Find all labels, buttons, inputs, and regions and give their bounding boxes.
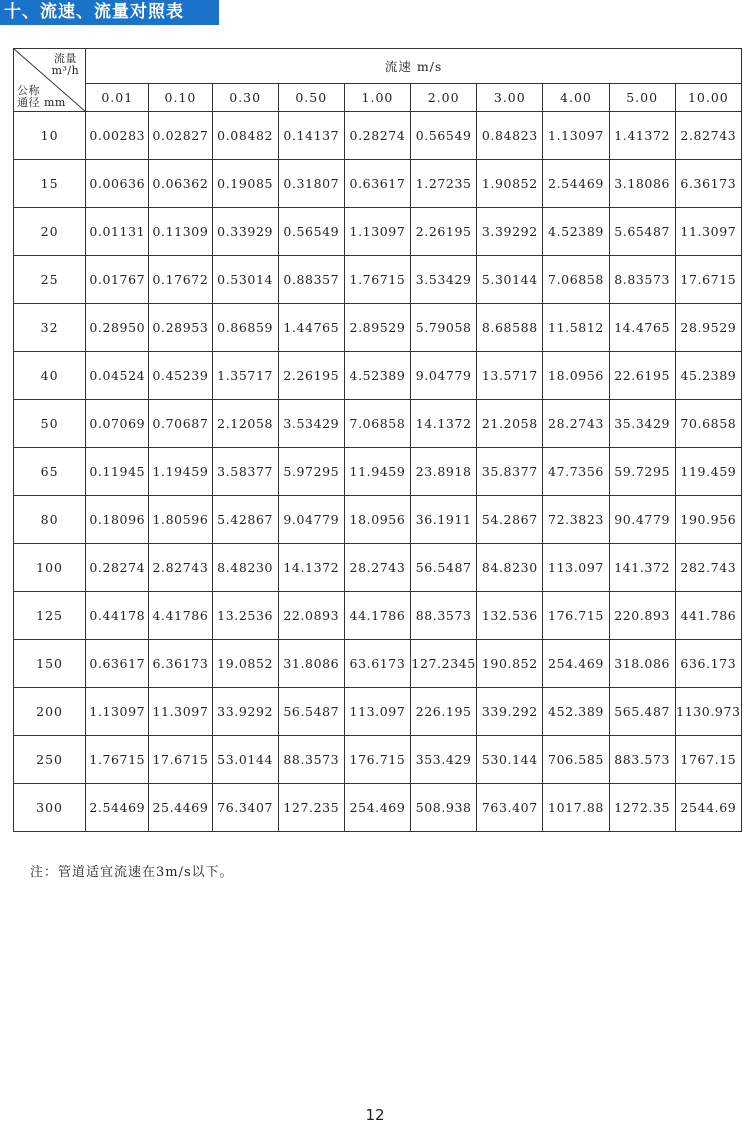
flow-rate-cell: 22.0893 xyxy=(278,592,344,640)
nominal-diameter-label: 公称 通径 mm xyxy=(17,84,66,109)
flow-rate-cell: 883.573 xyxy=(609,736,675,784)
table-row xyxy=(14,208,742,256)
flow-rate-cell: 1.90852 xyxy=(477,160,543,208)
flow-rate-cell: 2.82743 xyxy=(675,112,741,160)
flow-rate-cell: 0.44178 xyxy=(86,592,149,640)
flow-rate-cell: 88.3573 xyxy=(278,736,344,784)
flow-rate-cell: 0.28274 xyxy=(86,544,149,592)
flow-rate-cell: 254.469 xyxy=(543,640,609,688)
flow-rate-cell: 3.39292 xyxy=(477,208,543,256)
flow-rate-cell: 22.6195 xyxy=(609,352,675,400)
flow-rate-cell: 56.5487 xyxy=(411,544,477,592)
velocity-header-cell: 4.00 xyxy=(543,84,609,112)
table-row xyxy=(14,112,742,160)
flow-rate-cell: 353.429 xyxy=(411,736,477,784)
flow-rate-cell: 190.956 xyxy=(675,496,741,544)
velocity-header-cell: 2.00 xyxy=(411,84,477,112)
flow-rate-cell: 11.3097 xyxy=(675,208,741,256)
table-body xyxy=(14,112,742,832)
flow-rate-cell: 176.715 xyxy=(344,736,410,784)
flow-rate-cell: 2.54469 xyxy=(543,160,609,208)
flow-rate-cell: 113.097 xyxy=(543,544,609,592)
flow-rate-cell: 18.0956 xyxy=(543,352,609,400)
flow-rate-cell: 190.852 xyxy=(477,640,543,688)
flow-rate-cell: 54.2867 xyxy=(477,496,543,544)
flow-rate-cell: 2.82743 xyxy=(149,544,212,592)
flow-rate-cell: 84.8230 xyxy=(477,544,543,592)
flow-rate-cell: 0.56549 xyxy=(278,208,344,256)
flow-rate-cell: 0.70687 xyxy=(149,400,212,448)
table-row xyxy=(14,784,742,832)
flow-rate-cell: 88.3573 xyxy=(411,592,477,640)
flow-rate-cell: 0.02827 xyxy=(149,112,212,160)
nominal-diameter-cell: 32 xyxy=(14,304,86,352)
flow-rate-cell: 0.06362 xyxy=(149,160,212,208)
flow-rate-cell: 1.76715 xyxy=(86,736,149,784)
flow-rate-cell: 3.53429 xyxy=(411,256,477,304)
flow-rate-cell: 0.01131 xyxy=(86,208,149,256)
table-row xyxy=(14,544,742,592)
flow-rate-cell: 0.04524 xyxy=(86,352,149,400)
flow-rate-cell: 90.4779 xyxy=(609,496,675,544)
flow-rate-cell: 119.459 xyxy=(675,448,741,496)
flow-rate-cell: 1017.88 xyxy=(543,784,609,832)
footnote: 注：管道适宜流速在3m/s以下。 xyxy=(30,865,234,880)
nominal-diameter-cell: 25 xyxy=(14,256,86,304)
flow-rate-cell: 72.3823 xyxy=(543,496,609,544)
flow-rate-cell: 0.18096 xyxy=(86,496,149,544)
flow-rate-cell: 25.4469 xyxy=(149,784,212,832)
flow-rate-cell: 9.04779 xyxy=(411,352,477,400)
nominal-diameter-cell: 10 xyxy=(14,112,86,160)
flow-velocity-table xyxy=(13,48,742,832)
table-row xyxy=(14,304,742,352)
flow-rate-cell: 5.97295 xyxy=(278,448,344,496)
velocity-header-cell: 0.50 xyxy=(278,84,344,112)
flow-rate-cell: 1.13097 xyxy=(344,208,410,256)
flow-rate-cell: 565.487 xyxy=(609,688,675,736)
flow-rate-cell: 530.144 xyxy=(477,736,543,784)
flow-rate-cell: 1.44765 xyxy=(278,304,344,352)
velocity-header-cell: 1.00 xyxy=(344,84,410,112)
flow-rate-cell: 2.89529 xyxy=(344,304,410,352)
flow-rate-cell: 2.54469 xyxy=(86,784,149,832)
flow-rate-cell: 0.11945 xyxy=(86,448,149,496)
flow-rate-cell: 14.1372 xyxy=(411,400,477,448)
nominal-diameter-cell: 100 xyxy=(14,544,86,592)
flow-rate-cell: 4.41786 xyxy=(149,592,212,640)
flow-rate-cell: 0.56549 xyxy=(411,112,477,160)
flow-rate-cell: 23.8918 xyxy=(411,448,477,496)
flow-rate-cell: 113.097 xyxy=(344,688,410,736)
flow-rate-cell: 5.79058 xyxy=(411,304,477,352)
flow-rate-cell: 0.45239 xyxy=(149,352,212,400)
flow-rate-cell: 3.53429 xyxy=(278,400,344,448)
flow-rate-cell: 63.6173 xyxy=(344,640,410,688)
flow-rate-cell: 0.63617 xyxy=(86,640,149,688)
nominal-diameter-cell: 150 xyxy=(14,640,86,688)
flow-rate-cell: 0.86859 xyxy=(212,304,278,352)
flow-rate-cell: 0.00636 xyxy=(86,160,149,208)
flow-rate-cell: 1272.35 xyxy=(609,784,675,832)
flow-rate-cell: 1.27235 xyxy=(411,160,477,208)
flow-rate-cell: 0.53014 xyxy=(212,256,278,304)
flow-rate-cell: 0.07069 xyxy=(86,400,149,448)
flow-rate-cell: 5.65487 xyxy=(609,208,675,256)
flow-rate-cell: 6.36173 xyxy=(675,160,741,208)
flow-rate-cell: 0.08482 xyxy=(212,112,278,160)
flow-rate-cell: 0.17672 xyxy=(149,256,212,304)
flow-rate-cell: 1130.973 xyxy=(675,688,741,736)
flow-rate-cell: 11.3097 xyxy=(149,688,212,736)
flow-rate-cell: 8.48230 xyxy=(212,544,278,592)
section-title: 十、流速、流量对照表 xyxy=(0,0,219,25)
flow-rate-cell: 45.2389 xyxy=(675,352,741,400)
nominal-diameter-cell: 250 xyxy=(14,736,86,784)
flow-rate-cell: 508.938 xyxy=(411,784,477,832)
flow-rate-cell: 9.04779 xyxy=(278,496,344,544)
flow-rate-cell: 31.8086 xyxy=(278,640,344,688)
header-corner-cell xyxy=(14,49,86,112)
flow-rate-cell: 452.389 xyxy=(543,688,609,736)
flow-rate-cell: 0.19085 xyxy=(212,160,278,208)
flow-rate-cell: 220.893 xyxy=(609,592,675,640)
flow-rate-cell: 254.469 xyxy=(344,784,410,832)
flow-rate-cell: 33.9292 xyxy=(212,688,278,736)
flow-rate-cell: 706.585 xyxy=(543,736,609,784)
flow-rate-cell: 441.786 xyxy=(675,592,741,640)
flow-rate-cell: 14.1372 xyxy=(278,544,344,592)
nominal-diameter-cell: 15 xyxy=(14,160,86,208)
flow-rate-cell: 2.26195 xyxy=(411,208,477,256)
flow-rate-cell: 1.76715 xyxy=(344,256,410,304)
flow-rate-cell: 226.195 xyxy=(411,688,477,736)
flow-rate-cell: 141.372 xyxy=(609,544,675,592)
velocity-header-cell: 0.30 xyxy=(212,84,278,112)
flow-rate-cell: 70.6858 xyxy=(675,400,741,448)
flow-rate-cell: 0.84823 xyxy=(477,112,543,160)
flow-rate-cell: 18.0956 xyxy=(344,496,410,544)
flow-rate-cell: 176.715 xyxy=(543,592,609,640)
flow-rate-cell: 1.35717 xyxy=(212,352,278,400)
nominal-diameter-cell: 50 xyxy=(14,400,86,448)
flow-rate-cell: 44.1786 xyxy=(344,592,410,640)
flow-rate-cell: 0.28953 xyxy=(149,304,212,352)
flow-rate-cell: 2.26195 xyxy=(278,352,344,400)
flow-rate-cell: 3.18086 xyxy=(609,160,675,208)
table-row xyxy=(14,688,742,736)
flow-rate-cell: 28.2743 xyxy=(344,544,410,592)
velocity-header-cell: 0.01 xyxy=(86,84,149,112)
flow-rate-cell: 17.6715 xyxy=(675,256,741,304)
flow-rate-cell: 0.63617 xyxy=(344,160,410,208)
flow-rate-cell: 0.00283 xyxy=(86,112,149,160)
flow-rate-cell: 36.1911 xyxy=(411,496,477,544)
nominal-diameter-cell: 65 xyxy=(14,448,86,496)
flow-rate-cell: 2.12058 xyxy=(212,400,278,448)
flow-rate-cell: 282.743 xyxy=(675,544,741,592)
flow-rate-cell: 21.2058 xyxy=(477,400,543,448)
flow-rate-cell: 13.2536 xyxy=(212,592,278,640)
flow-rate-cell: 0.01767 xyxy=(86,256,149,304)
flow-rate-cell: 59.7295 xyxy=(609,448,675,496)
flow-rate-cell: 28.2743 xyxy=(543,400,609,448)
flow-rate-cell: 17.6715 xyxy=(149,736,212,784)
velocity-header-cell: 3.00 xyxy=(477,84,543,112)
flow-rate-cell: 35.3429 xyxy=(609,400,675,448)
table-row xyxy=(14,496,742,544)
nominal-diameter-cell: 20 xyxy=(14,208,86,256)
nominal-diameter-cell: 300 xyxy=(14,784,86,832)
nominal-diameter-cell: 80 xyxy=(14,496,86,544)
flow-rate-cell: 0.33929 xyxy=(212,208,278,256)
flow-rate-cell: 5.42867 xyxy=(212,496,278,544)
flow-rate-cell: 127.2345 xyxy=(411,640,477,688)
flow-rate-cell: 1.13097 xyxy=(86,688,149,736)
table-row xyxy=(14,592,742,640)
flow-rate-cell: 0.28274 xyxy=(344,112,410,160)
flow-rate-cell: 2544.69 xyxy=(675,784,741,832)
velocity-values-row xyxy=(14,84,742,112)
flow-rate-cell: 8.83573 xyxy=(609,256,675,304)
flow-rate-cell: 1.19459 xyxy=(149,448,212,496)
flow-rate-cell: 76.3407 xyxy=(212,784,278,832)
flow-rate-cell: 11.9459 xyxy=(344,448,410,496)
flow-rate-cell: 127.235 xyxy=(278,784,344,832)
flow-rate-cell: 339.292 xyxy=(477,688,543,736)
flow-rate-cell: 0.88357 xyxy=(278,256,344,304)
flow-rate-cell: 6.36173 xyxy=(149,640,212,688)
flow-rate-label: 流量 m³/h xyxy=(51,52,80,77)
flow-rate-cell: 3.58377 xyxy=(212,448,278,496)
nominal-diameter-cell: 125 xyxy=(14,592,86,640)
table-row xyxy=(14,352,742,400)
flow-rate-cell: 132.536 xyxy=(477,592,543,640)
table-row xyxy=(14,448,742,496)
flow-rate-cell: 19.0852 xyxy=(212,640,278,688)
flow-rate-cell: 7.06858 xyxy=(344,400,410,448)
velocity-header-cell: 10.00 xyxy=(675,84,741,112)
flow-rate-cell: 0.14137 xyxy=(278,112,344,160)
velocity-header-cell: 0.10 xyxy=(149,84,212,112)
flow-rate-cell: 763.407 xyxy=(477,784,543,832)
flow-rate-cell: 8.68588 xyxy=(477,304,543,352)
table-row xyxy=(14,640,742,688)
table-row xyxy=(14,736,742,784)
flow-rate-cell: 318.086 xyxy=(609,640,675,688)
flow-rate-cell: 0.11309 xyxy=(149,208,212,256)
flow-rate-cell: 28.9529 xyxy=(675,304,741,352)
table-row xyxy=(14,160,742,208)
flow-rate-cell: 4.52389 xyxy=(344,352,410,400)
flow-rate-cell: 13.5717 xyxy=(477,352,543,400)
flow-rate-cell: 11.5812 xyxy=(543,304,609,352)
flow-rate-cell: 636.173 xyxy=(675,640,741,688)
flow-rate-cell: 0.28950 xyxy=(86,304,149,352)
velocity-header-cell: 5.00 xyxy=(609,84,675,112)
velocity-header: 流速 m/s xyxy=(86,49,742,84)
flow-rate-cell: 1.80596 xyxy=(149,496,212,544)
flow-rate-cell: 35.8377 xyxy=(477,448,543,496)
page-number: 12 xyxy=(365,1106,385,1124)
flow-rate-cell: 1.13097 xyxy=(543,112,609,160)
flow-rate-cell: 0.31807 xyxy=(278,160,344,208)
table-row xyxy=(14,256,742,304)
flow-rate-cell: 56.5487 xyxy=(278,688,344,736)
table-row xyxy=(14,400,742,448)
flow-rate-cell: 7.06858 xyxy=(543,256,609,304)
nominal-diameter-cell: 200 xyxy=(14,688,86,736)
flow-rate-cell: 53.0144 xyxy=(212,736,278,784)
flow-rate-cell: 14.4765 xyxy=(609,304,675,352)
flow-rate-cell: 4.52389 xyxy=(543,208,609,256)
flow-rate-cell: 1767.15 xyxy=(675,736,741,784)
flow-rate-cell: 5.30144 xyxy=(477,256,543,304)
nominal-diameter-cell: 40 xyxy=(14,352,86,400)
flow-rate-cell: 47.7356 xyxy=(543,448,609,496)
flow-rate-cell: 1.41372 xyxy=(609,112,675,160)
